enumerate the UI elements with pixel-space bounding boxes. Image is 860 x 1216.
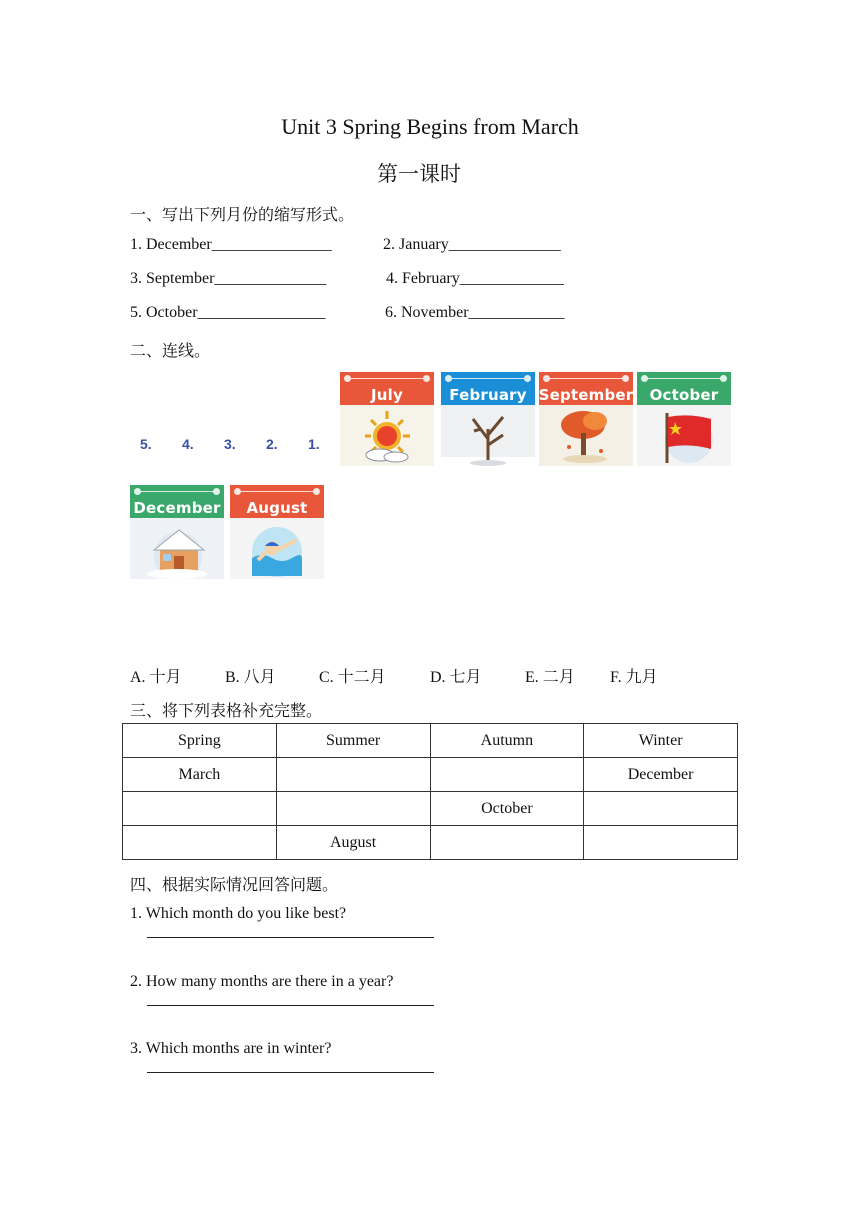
bare-tree-illustration (441, 405, 535, 466)
table-cell: Summer (276, 724, 430, 758)
section4-heading: 四、根据实际情况回答问题。 (130, 877, 339, 894)
month-card-september (539, 372, 633, 466)
match-numbers (140, 436, 350, 452)
page-title: Unit 3 Spring Begins from March (281, 114, 579, 139)
month-card-august (230, 485, 324, 579)
section1-heading: 一、写出下列月份的缩写形式。 (130, 207, 355, 224)
flag-illustration (637, 405, 731, 466)
answer-options (130, 664, 658, 687)
month-card-december (130, 485, 224, 579)
section3-heading: 三、将下列表格补充完整。 (130, 703, 323, 720)
table-cell (430, 826, 584, 860)
exercise-item-3: 3. September______________ (130, 270, 327, 287)
table-cell (123, 826, 277, 860)
month-card-july (340, 372, 434, 466)
answer-option: F. 九月 (610, 669, 658, 686)
month-card-february (441, 372, 535, 466)
answer-option: B. 八月 (225, 669, 276, 686)
card-label: February (449, 386, 527, 404)
answer-line (147, 1072, 434, 1073)
card-label: October (649, 386, 719, 404)
table-cell (584, 826, 738, 860)
table-row (123, 826, 738, 860)
section2-heading: 二、连线。 (130, 343, 211, 360)
season-table (122, 723, 738, 860)
snowy-house-illustration (130, 518, 224, 579)
lesson-subtitle: 第一课时 (377, 162, 461, 186)
match-number: 2. (266, 436, 278, 452)
exercise-item-5: 5. October________________ (130, 304, 326, 321)
card-label: September (539, 386, 633, 404)
match-number: 1. (308, 436, 320, 452)
table-cell (430, 758, 584, 792)
card-label: December (133, 499, 221, 517)
card-label: August (246, 499, 308, 517)
question-2: 2. How many months are there in a year? (130, 973, 394, 990)
match-number: 5. (140, 436, 152, 452)
answer-option: E. 二月 (525, 669, 575, 686)
answer-option: A. 十月 (130, 669, 182, 686)
autumn-tree-illustration (539, 405, 633, 466)
answer-line (147, 1005, 434, 1006)
table-cell: Autumn (430, 724, 584, 758)
exercise-item-4: 4. February_____________ (386, 270, 564, 287)
exercise-item-1: 1. December_______________ (130, 236, 332, 253)
card-label: July (371, 386, 403, 404)
table-cell: December (584, 758, 738, 792)
exercise-item-2: 2. January______________ (383, 236, 561, 253)
answer-line (147, 937, 434, 938)
exercise-item-6: 6. November____________ (385, 304, 565, 321)
match-number: 3. (224, 436, 236, 452)
table-cell: Spring (123, 724, 277, 758)
question-3: 3. Which months are in winter? (130, 1040, 332, 1057)
table-row (123, 724, 738, 758)
table-cell (276, 792, 430, 826)
table-cell: October (430, 792, 584, 826)
answer-option: D. 七月 (430, 669, 482, 686)
sun-illustration (340, 405, 434, 466)
table-cell (584, 792, 738, 826)
swimmer-illustration (230, 518, 324, 579)
table-cell: August (276, 826, 430, 860)
table-cell (276, 758, 430, 792)
match-number: 4. (182, 436, 194, 452)
month-card-october (637, 372, 731, 466)
question-1: 1. Which month do you like best? (130, 905, 347, 922)
table-row (123, 758, 738, 792)
table-row (123, 792, 738, 826)
table-cell: March (123, 758, 277, 792)
table-cell (123, 792, 277, 826)
table-cell: Winter (584, 724, 738, 758)
answer-option: C. 十二月 (319, 669, 386, 686)
